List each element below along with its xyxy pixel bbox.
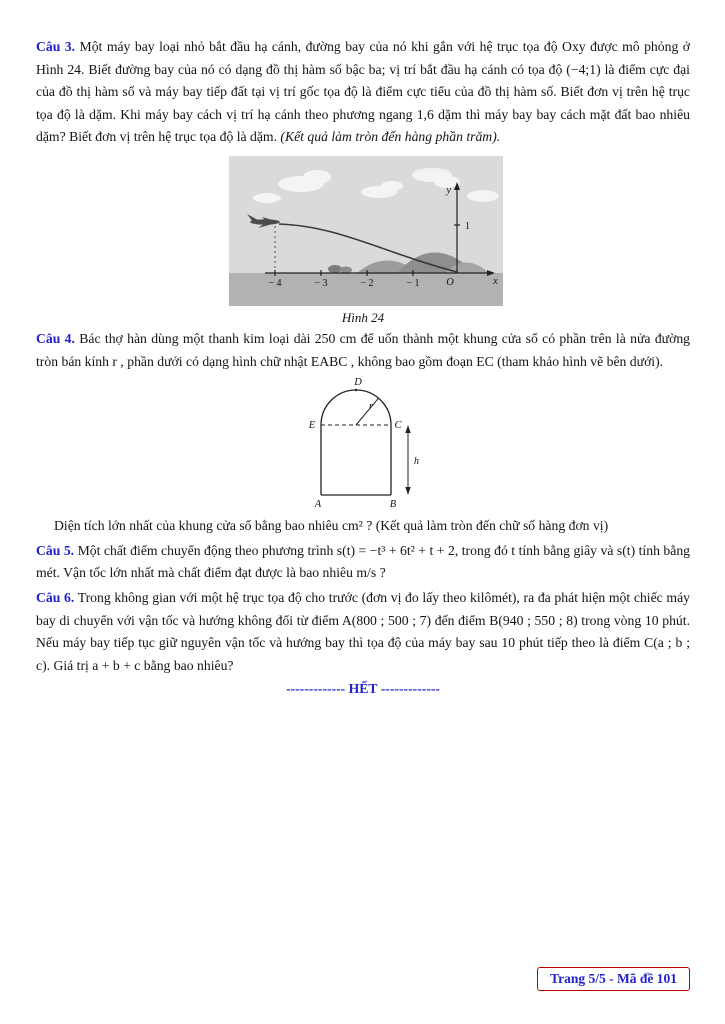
- y-axis-label: y: [446, 184, 451, 196]
- tick-minus1-label: − 1: [406, 277, 420, 289]
- question-5-label: Câu 5.: [36, 542, 75, 558]
- tick-minus3-label: − 3: [314, 277, 328, 289]
- rectangle-sides: [321, 425, 391, 495]
- question-3: [36, 36, 690, 149]
- tick-1-label: 1: [465, 220, 470, 232]
- radius-line: [356, 398, 379, 425]
- question-6-label: Câu 6.: [36, 589, 75, 605]
- question-6: [36, 587, 690, 677]
- question-4-label: Câu 4.: [36, 330, 75, 346]
- point-E-label: E: [308, 420, 315, 432]
- point-B-label: B: [389, 499, 396, 511]
- page-footer-badge: [537, 967, 690, 991]
- x-axis-label: x: [493, 275, 498, 287]
- figure-hinh-24: [42, 156, 690, 306]
- point-A-label: A: [314, 499, 321, 511]
- point-C-label: C: [393, 420, 402, 432]
- tick-minus2-label: − 2: [360, 277, 374, 289]
- apex-point: [354, 389, 356, 391]
- page-number-text: Trang 5/5 - Mã đề 101: [550, 971, 677, 986]
- question-3-label: Câu 3.: [36, 39, 76, 54]
- question-4-question: Diện tích lớn nhất của khung cửa sổ bằng bao nhiêu cm² ? (Kết quả làm tròn đến chữ số hàng đơn vị): [54, 518, 609, 534]
- figure-window-frame: [36, 375, 690, 513]
- point-D-label: D: [353, 377, 362, 389]
- origin-label: O: [446, 276, 454, 288]
- tick-minus4-label: − 4: [268, 277, 282, 289]
- radius-label: r: [368, 401, 373, 413]
- height-label: h: [413, 456, 419, 468]
- question-4-text: Bác thợ hàn dùng một thanh kim loại dài 250 cm để uốn thành một khung cửa sổ có phần trên là nửa đường tròn bán kính r , phần dưới có dạng hình chữ nhật EABC , không bao gồm đoạn EC (tham khảo hình vẽ bên dưới).: [36, 330, 691, 369]
- window-frame-figure: [296, 375, 431, 513]
- semicircle-arc: [321, 390, 391, 425]
- question-5: [36, 540, 690, 585]
- question-6-text: Trong không gian với một hệ trục tọa độ cho trước (đơn vị đo lấy theo kilômét), ra đa phát hiện một chiếc máy bay di chuyển với vận tốc và hướng không đổi từ điểm A(800 ; 500 ; 7) đến điểm B(940 ; 550 ; 8) trong vòng 10 phút. Nếu máy bay tiếp tục giữ nguyên vận tốc và hướng bay thì tọa độ của máy bay sau 10 phút tiếp theo là điểm C(a ; b ; c). Giá trị a + b + c bằng bao nhiêu?: [36, 589, 690, 673]
- question-3-note: (Kết quả làm tròn đến hàng phần trăm).: [280, 129, 501, 145]
- landing-curve-figure: [229, 156, 503, 306]
- height-arrow: [405, 425, 410, 495]
- figure-caption: Hình 24: [341, 309, 385, 325]
- end-of-exam-marker: ------------- HẾT -------------: [285, 681, 440, 697]
- question-3-text: Một máy bay loại nhỏ bắt đầu hạ cánh, đường bay của nó khi gắn với hệ trục tọa độ Oxy được mô phỏng ở Hình 24. Biết đường bay của nó có dạng đồ thị hàm số bậc ba; vị trí bắt đầu hạ cánh có tọa độ (−4;1) là điểm cực đại của đồ thị hàm số và máy bay tiếp đất tại vị trí gốc tọa độ là điểm cực tiểu của đồ thị hàm số. Biết đơn vị trên hệ trục tọa độ là dặm. Khi máy bay cách vị trí hạ cánh theo phương ngang 1,6 dặm thì máy bay bay cách mặt đất bao nhiêu dặm? Biết đơn vị trên hệ trục tọa độ là dặm.: [36, 39, 691, 145]
- question-5-text: Một chất điểm chuyển động theo phương trình s(t) = −t³ + 6t² + t + 2, trong đó t tính bằng giây và s(t) tính bằng mét. Vận tốc lớn nhất mà chất điểm đạt được là bao nhiêu m/s ?: [36, 542, 691, 581]
- question-4: [36, 328, 690, 373]
